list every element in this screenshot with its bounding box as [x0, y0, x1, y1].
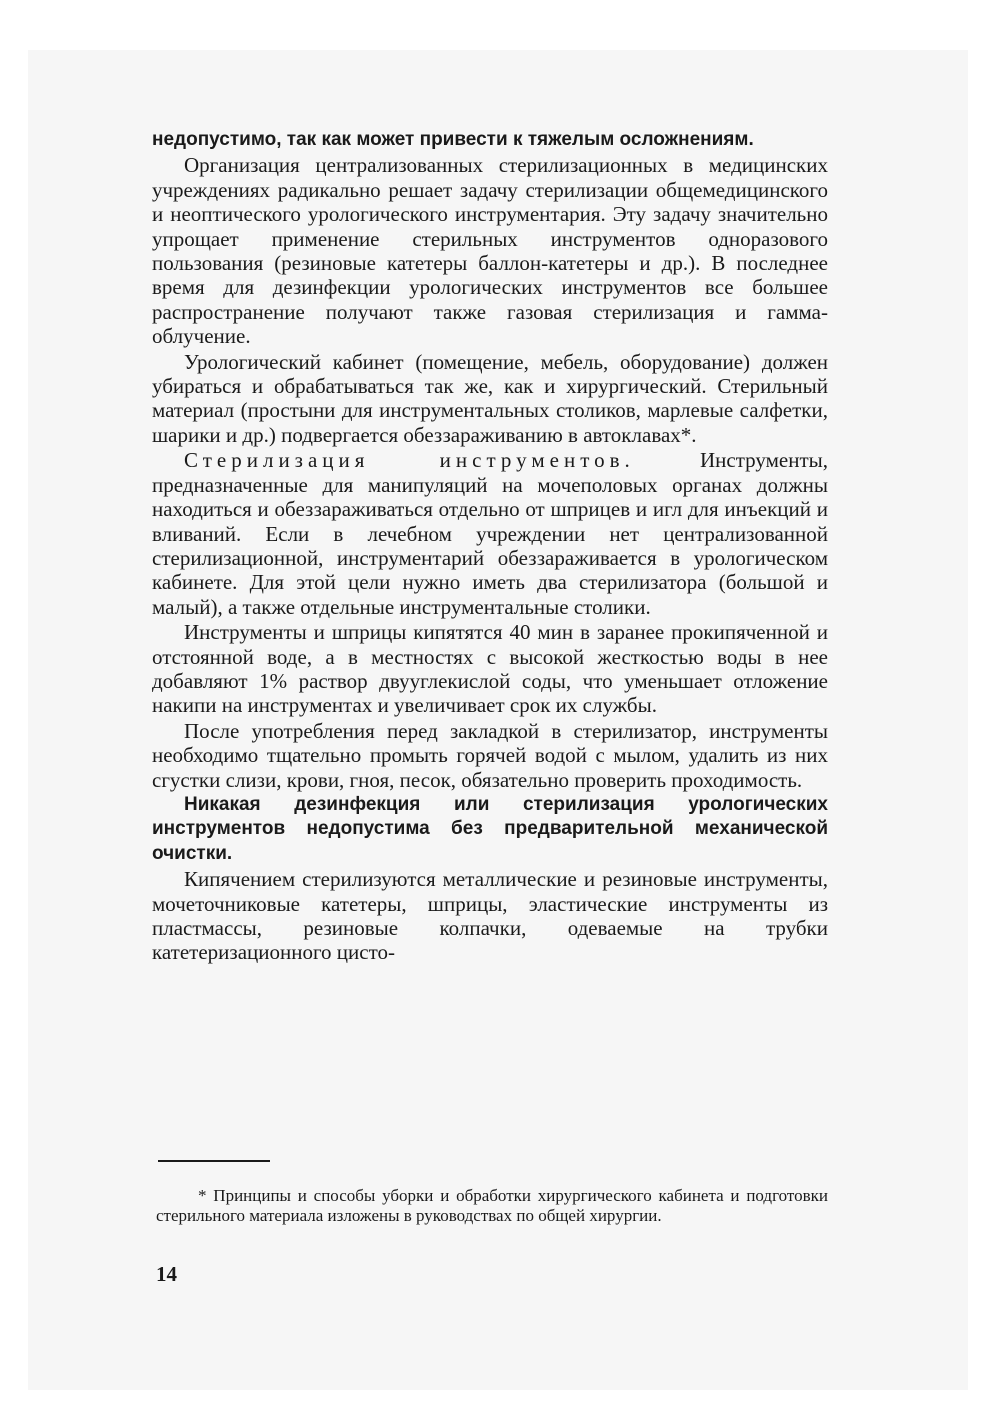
footnote: * Принципы и способы уборки и обработки хирургического кабинета и подготовки стерильного материала изложены в руководствах по общей хирургии. — [156, 1186, 828, 1225]
section-heading: Стерилизация инструментов. — [184, 448, 635, 473]
paragraph-washing: После употребления перед закладкой в стерилизатор, инструменты необходимо тщательно промыть горячей водой с мылом, удалить из них сгустки слизи, крови, гноя, песок, обязательно проверить проходимость. — [152, 718, 828, 792]
main-text — [152, 128, 828, 966]
paragraph-instrument-sterilization — [152, 448, 828, 619]
paragraph-urology-cabinet: Урологический кабинет (помещение, мебель, оборудование) должен убираться и обрабатываться так же, как и хирургический. Стерильный материал (простыни для инструментальных столиков, марлевые салфетки, шарики и др.) подвергается обеззараживанию в автоклавах*. — [152, 349, 828, 447]
footnote-divider — [158, 1160, 270, 1162]
page-number: 14 — [156, 1262, 177, 1286]
paragraph-boiling-instruments: Кипячением стерилизуются металлические и резиновые инструменты, мочеточниковые катетеры, шприцы, эластические инструменты из пластмассы, резиновые колпачки, одеваемые на трубки катетеризационного цисто- — [152, 867, 828, 965]
paragraph-boiling-time: Инструменты и шприцы кипятятся 40 мин в заранее прокипяченной и отстоянной воде, а в местностях с высокой жесткостью воды в нее добавляют 1% раствор двууглекислой соды, что уменьшает отложение накипи на инструментах и увеличивает срок их службы. — [152, 620, 828, 718]
section-body: Инструменты, предназначенные для манипуляций на мочеполовых органах должны находиться и обеззараживаться отдельно от шприцев и игл для инъекций и вливаний. Если в лечебном учреждении нет централизованной стерилизационной, инструментарий обеззараживается в урологическом кабинете. Для этой цели нужно иметь два стерилизатора (большой и малый), а также отдельные инструментальные столики. — [152, 448, 828, 619]
paragraph-centralized-sterilization: Организация централизованных стерилизационных в медицинских учреждениях радикально решает задачу стерилизации общемедицинского и неоптического урологического инструментария. Эту задачу значительно упрощает применение стерильных инструментов одноразового пользования (резиновые катетеры баллон-катетеры и др.). В последнее время для дезинфекции урологических инструментов все большее распространение получают также газовая стерилизация и гамма-облучение. — [152, 153, 828, 349]
opening-warning: недопустимо, так как может привести к тяжелым осложнениям. — [152, 129, 754, 150]
paragraph-mechanical-cleaning: Никакая дезинфекция или стерилизация урологических инструментов недопустима без предварительной механической очистки. — [152, 793, 828, 864]
